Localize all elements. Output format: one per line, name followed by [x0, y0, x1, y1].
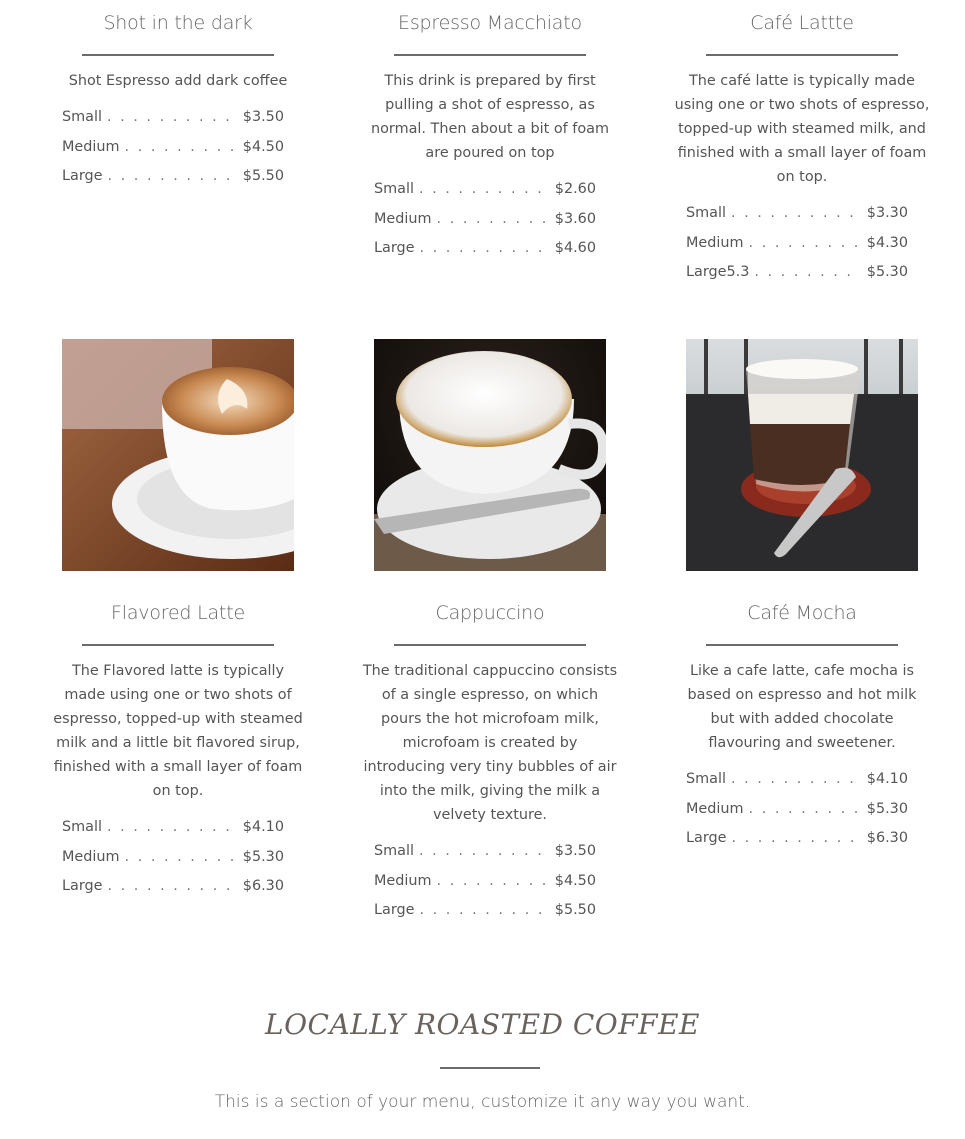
size-label: Medium	[62, 848, 120, 865]
price-row-small	[62, 819, 284, 849]
section-subtitle: This is a section of your menu, customize it any way you want.	[214, 1092, 751, 1112]
size-label: Medium	[686, 800, 744, 817]
mocha-glass-photo	[686, 339, 918, 571]
price-row-medium	[686, 235, 908, 265]
price-amount: $5.30	[866, 800, 908, 817]
price-list	[672, 771, 908, 860]
size-label: Small	[686, 771, 726, 787]
price-row-medium	[62, 849, 284, 879]
price-row-medium	[686, 801, 908, 831]
menu-item-espresso-macchiato	[360, 8, 620, 270]
menu-item-cappuccino	[360, 598, 620, 932]
size-label: Large5.3	[686, 264, 750, 280]
price-amount: $6.30	[242, 878, 284, 894]
price-amount: $3.30	[866, 205, 908, 221]
title-divider	[394, 644, 586, 646]
item-title: Café Lattte	[750, 12, 854, 34]
price-row-large	[686, 264, 908, 294]
size-label: Medium	[62, 138, 120, 155]
size-label: Large	[374, 902, 415, 918]
size-label: Large	[374, 240, 415, 256]
latte-art-cup-photo	[62, 339, 294, 571]
title-divider	[82, 644, 274, 646]
price-row-medium	[374, 873, 596, 903]
price-amount: $5.50	[242, 168, 284, 184]
price-row-large	[374, 240, 596, 270]
price-row-small	[374, 181, 596, 211]
menu-item-flavored-latte	[48, 598, 308, 908]
price-list	[360, 843, 596, 932]
price-amount: $3.50	[554, 843, 596, 859]
item-title: Cappuccino	[435, 602, 545, 624]
price-amount: $4.10	[866, 771, 908, 787]
item-description: The café latte is typically made using one or two shots of espresso, topped-up with steamed milk, and finished with a small layer of foam on top.	[674, 73, 930, 185]
title-divider	[394, 54, 586, 56]
price-amount: $5.30	[866, 264, 908, 280]
price-row-medium	[62, 139, 284, 169]
price-amount: $4.10	[242, 819, 284, 835]
size-label: Small	[62, 819, 102, 835]
price-row-small	[686, 205, 908, 235]
item-title: Espresso Macchiato	[398, 12, 582, 34]
size-label: Large	[62, 168, 103, 184]
size-label: Small	[374, 843, 414, 859]
size-label: Large	[686, 830, 727, 846]
price-row-large	[62, 168, 284, 198]
price-amount: $3.60	[554, 210, 596, 227]
menu-item-shot-in-the-dark	[48, 8, 308, 198]
price-amount: $4.30	[866, 234, 908, 251]
size-label: Large	[62, 878, 103, 894]
price-amount: $3.50	[242, 109, 284, 125]
item-title: Café Mocha	[747, 602, 857, 624]
item-description: The traditional cappuccino consists of a single espresso, on which pours the hot microfoam milk, microfoam is created by introducing very tiny bubbles of air into the milk, giving the milk a velvety texture.	[362, 663, 618, 823]
price-row-small	[686, 771, 908, 801]
price-amount: $4.60	[554, 240, 596, 256]
title-divider	[706, 54, 898, 56]
size-label: Medium	[686, 234, 744, 251]
price-row-large	[62, 878, 284, 908]
item-description: Like a cafe latte, cafe mocha is based on espresso and hot milk but with added chocolate flavouring and sweetener.	[687, 663, 917, 751]
title-divider	[82, 54, 274, 56]
section-title: LOCALLY ROASTED COFFEE	[265, 1008, 700, 1041]
price-row-medium	[374, 211, 596, 241]
price-amount: $4.50	[554, 872, 596, 889]
item-description: This drink is prepared by first pulling a shot of espresso, as normal. Then about a bit of foam are poured on top	[370, 73, 610, 161]
price-row-large	[686, 830, 908, 860]
price-list	[672, 205, 908, 294]
price-amount: $6.30	[866, 830, 908, 846]
cappuccino-cup-photo	[374, 339, 606, 571]
size-label: Small	[62, 109, 102, 125]
section-divider	[440, 1067, 540, 1069]
price-row-small	[62, 109, 284, 139]
menu-item-cafe-mocha	[672, 598, 932, 860]
price-row-small	[374, 843, 596, 873]
price-amount: $5.50	[554, 902, 596, 918]
title-divider	[706, 644, 898, 646]
item-description: The Flavored latte is typically made using one or two shots of espresso, topped-up with steamed milk and a little bit flavored sirup, finished with a small layer of foam on top.	[53, 663, 303, 799]
size-label: Medium	[374, 872, 432, 889]
price-list	[360, 181, 596, 270]
price-amount: $4.50	[242, 138, 284, 155]
size-label: Small	[686, 205, 726, 221]
price-row-large	[374, 902, 596, 932]
size-label: Medium	[374, 210, 432, 227]
menu-item-cafe-latte	[672, 8, 932, 294]
item-title: Shot in the dark	[103, 12, 253, 34]
item-description: Shot Espresso add dark coffee	[68, 73, 288, 89]
price-list	[48, 109, 284, 198]
price-amount: $5.30	[242, 848, 284, 865]
price-list	[48, 819, 284, 908]
price-amount: $2.60	[554, 181, 596, 197]
size-label: Small	[374, 181, 414, 197]
item-title: Flavored Latte	[111, 602, 245, 624]
